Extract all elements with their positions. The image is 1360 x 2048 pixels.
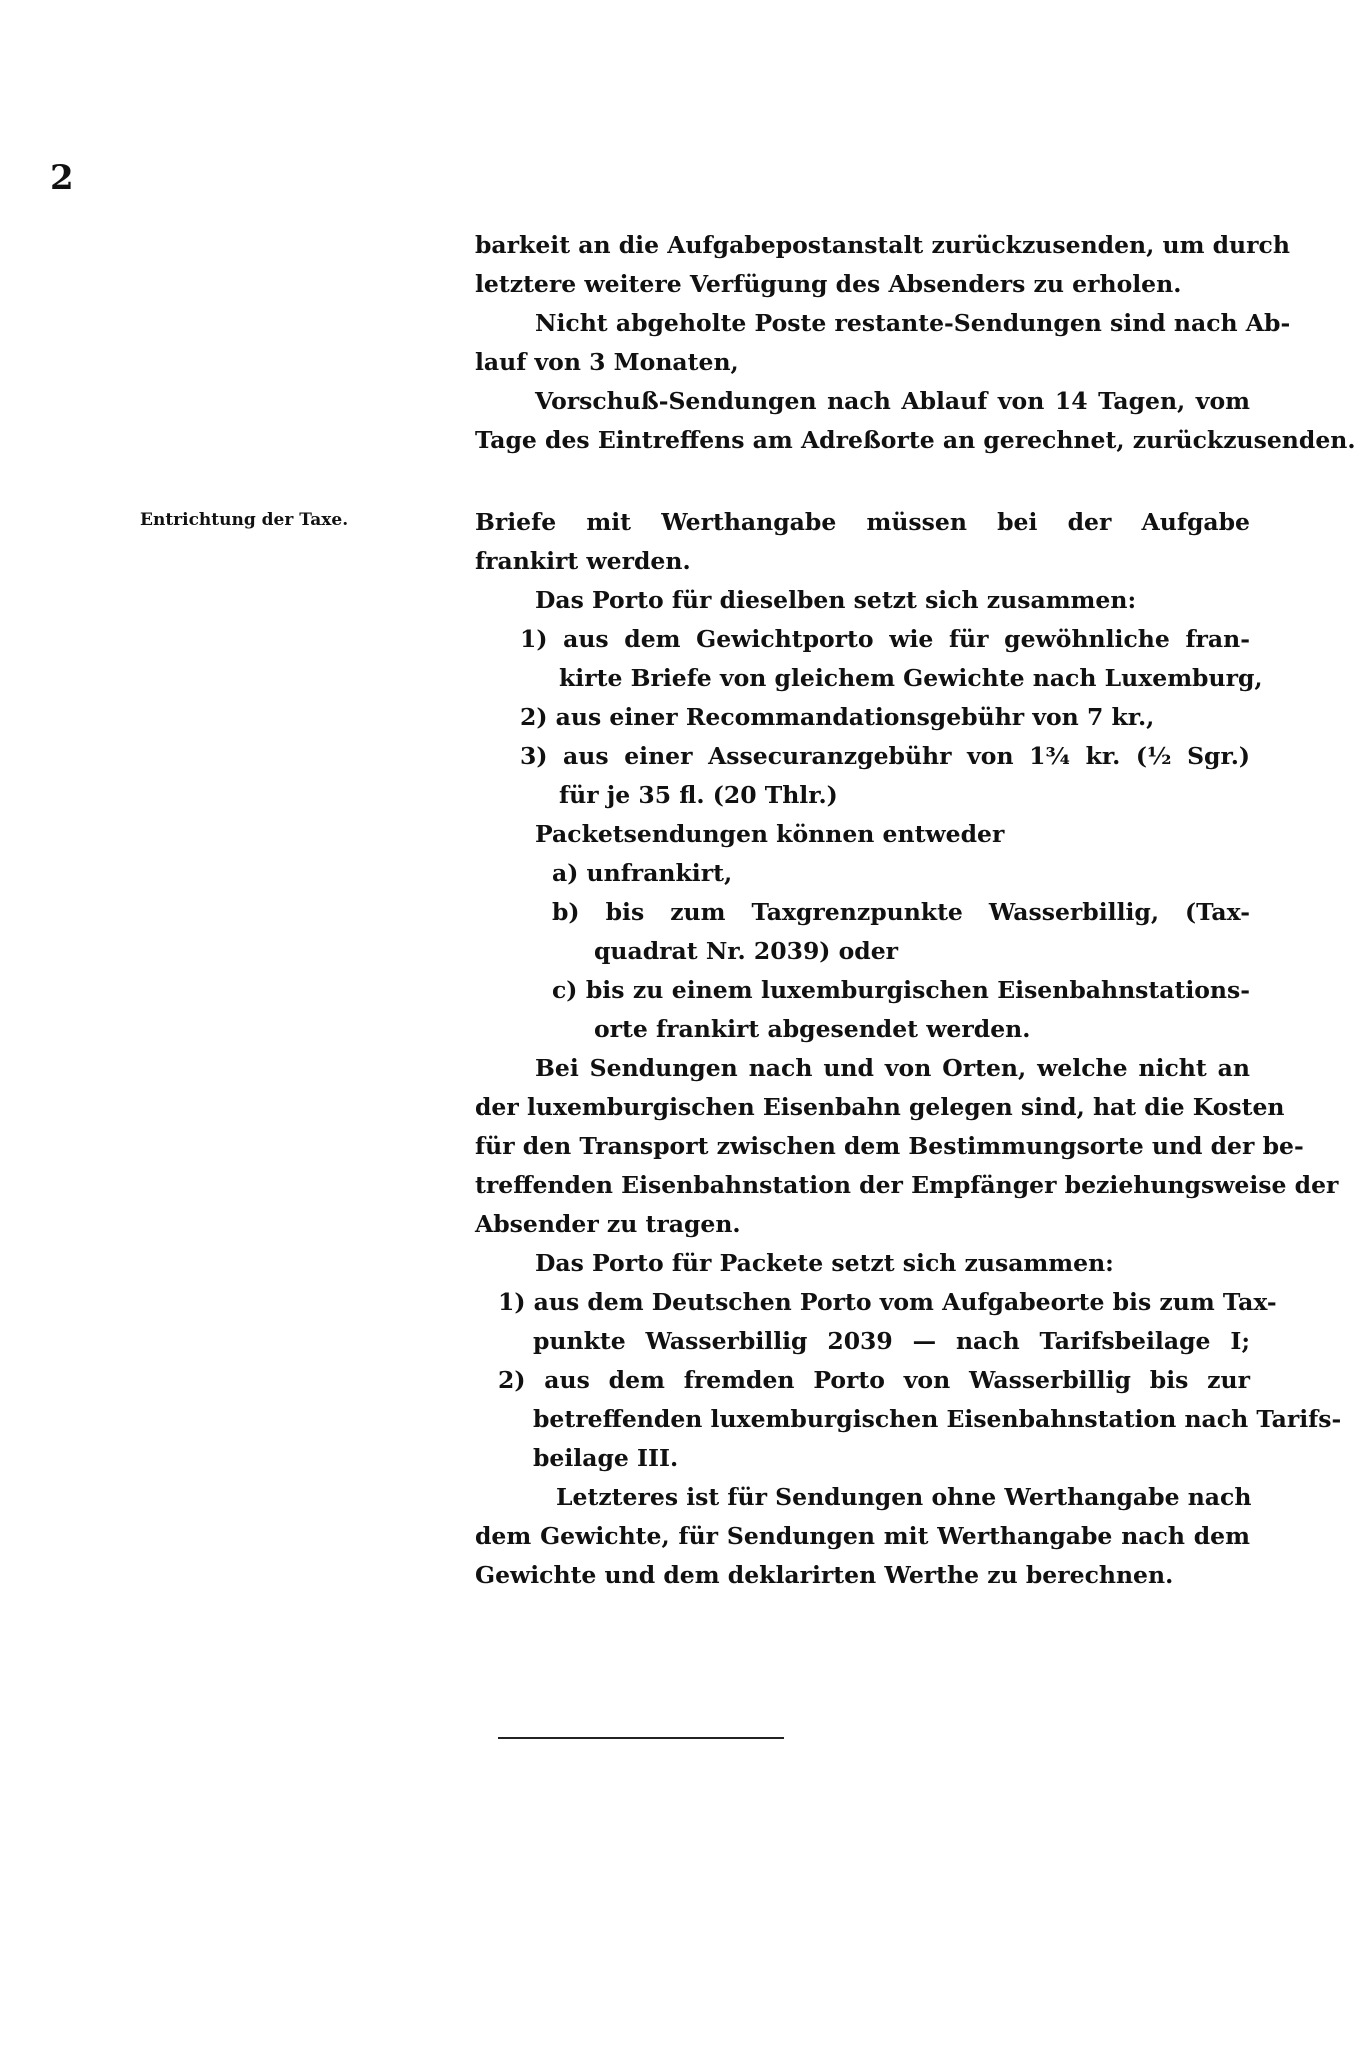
text-line: quadrat Nr. 2039) oder <box>594 937 899 965</box>
text-line: Gewichte und dem deklarirten Werthe zu berechnen. <box>475 1561 1174 1589</box>
text-line: Das Porto für Packete setzt sich zusammen: <box>535 1249 1114 1277</box>
text-line: 2) aus dem fremden Porto von Wasserbillig bis zur <box>498 1366 1250 1394</box>
text-line: beilage III. <box>533 1444 679 1472</box>
text-line: Vorschuß-Sendungen nach Ablauf von 14 Tagen, vom <box>535 387 1250 415</box>
text-line: 1) aus dem Deutschen Porto vom Aufgabeorte bis zum Tax- <box>498 1288 1277 1316</box>
text-line: kirte Briefe von gleichem Gewichte nach Luxemburg, <box>559 664 1263 692</box>
text-line: Briefe mit Werthangabe müssen bei der Aufgabe <box>475 508 1250 536</box>
text-line: lauf von 3 Monaten, <box>475 348 739 376</box>
text-line: für den Transport zwischen dem Bestimmungsorte und der be- <box>475 1132 1304 1160</box>
text-line: Letzteres ist für Sendungen ohne Werthangabe nach <box>556 1483 1252 1511</box>
text-line: letztere weitere Verfügung des Absenders zu erholen. <box>475 270 1182 298</box>
text-line: Absender zu tragen. <box>475 1210 741 1238</box>
text-line: 3) aus einer Assecuranzgebühr von 1¾ kr. (½ Sgr.) <box>520 742 1250 770</box>
footnote-rule <box>498 1737 784 1739</box>
text-line: der luxemburgischen Eisenbahn gelegen sind, hat die Kosten <box>475 1093 1285 1121</box>
text-line: für je 35 fl. (20 Thlr.) <box>559 781 838 809</box>
text-line: 1) aus dem Gewichtporto wie für gewöhnliche fran- <box>520 625 1250 653</box>
text-line: orte frankirt abgesendet werden. <box>594 1015 1031 1043</box>
text-line: frankirt werden. <box>475 547 691 575</box>
text-line: b) bis zum Taxgrenzpunkte Wasserbillig, (Tax- <box>552 898 1250 926</box>
text-line: a) unfrankirt, <box>552 859 733 887</box>
text-line: Tage des Eintreffens am Adreßorte an gerechnet, zurückzusenden. <box>475 426 1356 454</box>
body-text <box>475 226 1356 1595</box>
text-line: punkte Wasserbillig 2039 — nach Tarifsbeilage I; <box>533 1327 1250 1355</box>
text-line: Nicht abgeholte Poste restante-Sendungen sind nach Ab- <box>535 309 1291 337</box>
text-line: Packetsendungen können entweder <box>535 820 1005 848</box>
text-line: betreffenden luxemburgischen Eisenbahnstation nach Tarifs- <box>533 1405 1342 1433</box>
text-line: dem Gewichte, für Sendungen mit Werthangabe nach dem <box>475 1522 1250 1550</box>
text-line: treffenden Eisenbahnstation der Empfänger beziehungsweise der <box>475 1171 1339 1199</box>
page-number: 2 <box>50 158 74 198</box>
text-line: Bei Sendungen nach und von Orten, welche nicht an <box>535 1054 1250 1082</box>
text-line: Das Porto für dieselben setzt sich zusammen: <box>535 586 1137 614</box>
paragraph-gap <box>475 460 1250 503</box>
text-line: 2) aus einer Recommandationsgebühr von 7 kr., <box>520 703 1155 731</box>
margin-note: Entrichtung der Taxe. <box>140 510 349 530</box>
text-line: c) bis zu einem luxemburgischen Eisenbahnstations- <box>552 976 1250 1004</box>
text-line: barkeit an die Aufgabepostanstalt zurückzusenden, um durch <box>475 231 1290 259</box>
